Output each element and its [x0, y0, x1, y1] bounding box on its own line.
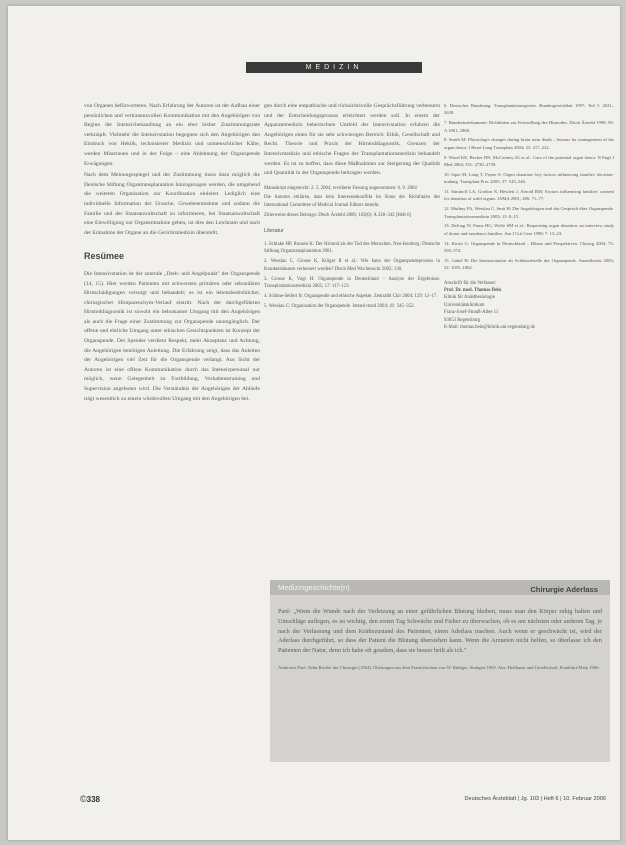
- address-name: Prof. Dr. med. Thomas Bein: [444, 288, 502, 294]
- journal-footer: Deutsches Ärzteblatt | Jg. 103 | Heft 6 | 10. Februar 2006: [464, 796, 606, 802]
- reference-item: 10. Sque M, Long T, Payne S: Organ donation: key factors influencing families' decision-making. Transplant Proc 2005; 37: 543–546.: [444, 171, 614, 185]
- journal-page: [8, 6, 620, 840]
- reference-item: 14. Kirste G: Organspende in Deutschland – Bilanz und Perspektiven. Chirurg 2004; 75: 569–574.: [444, 240, 614, 254]
- address-label: Anschrift für die Verfasser:: [444, 280, 497, 286]
- address-line: 93053 Regensburg: [444, 317, 481, 323]
- reference-item: 5. Wesslau C: Organisation der Organspende. Intensivmed 2004; 41: 345–352.: [264, 304, 415, 310]
- author-address: [444, 280, 614, 332]
- address-line: E-Mail: thomas.bein@klinik.uni-regensburg.de: [444, 325, 535, 331]
- address-line: Franz-Josef-Strauß-Allee 11: [444, 310, 499, 316]
- reference-item: 9. Wood KE, Becker BN, McCartney JG et al.: Care of the potential organ donor. N Engl J Med 2004; 351: 2730–2739.: [444, 154, 614, 168]
- paragraph: von Organen befürworteten. Nach Erfahrung der Autoren ist der Aufbau einer persönlichen und vertrauensvollen Kommunikation mit den Angehörigen von Beginn der Intensivbehandlung an ein eher bisher Zustimmungsrate verknüpft. Vielmehr die Intensivstation begegnen sich den Angehörigen den Eindruck von Hektik, technisierter Medizin und unmenschlicher Kälte, werden Misstrauen und in der Folge – eine Ablehnung der Organspende Erwägungen.: [84, 103, 260, 167]
- reference-item: 3. Grosse K, Vogt H: Organspende in Deutschland – Analyse der Ergebnisse. Transplantationsmedizin 2005; 17: 117–123.: [264, 276, 440, 290]
- literature-label: Literatur: [264, 228, 284, 235]
- paragraph: gen durch eine empathische und rücksichtsvolle Gesprächsführung verbessern und der Entscheidungsprozess erleichtert werden soll. In einem der Apparatemedizin beherrschten Umfeld der Intensivstation erfahren die Angehörigen einen für sie sehr schwierigen Bereich: Ethik, Gesellschaft und Recht. Theorie und Praxis der Hirntoddiagnostik, Grenzen der Intensivmedizin und ethische Fragen der Transplantationsmedizin behandelt werden. Es ist zu hoffen, dass diese Maßnahmen zur Steigerung der Qualität und Quantität in der Organspende beitragen werden.: [264, 103, 440, 177]
- box-quote: Paré: „Wenn die Wunde nach der Verletzung an einer gefährlichen Blutung bleiben, muss man den Körper ruhig halten und Umschläge auflegen, es ist wichtig, den ersten Tag Schwäche und Fieber zu überwachen, ob es am nächsten oder anderen Tag, je nach der Verfassung und dem Kräftezustand des Patienten, einen Aderlass machen. Auch wenn er geschwächt ist, wird der Aderlass durchgeführt, so dass der Patient die Blutung überstehen kann. Wenn die Arzneien nicht helfen, so überlasse ich den Patienten der Natur, denn ich habe oft gesehen, dass sie besser heilt als ich.": [278, 608, 602, 655]
- reference-item: 15. Gabel H: Die Intensivstation als Schlüsselstelle der Organspende. Anaesthesist 2003; 52: 1055–1062.: [444, 257, 614, 271]
- reference-item: 4. Schöne-Seifert B: Organspende und ethische Aspekte. Zentralbl Chir 2004; 129: 12–17.: [264, 294, 438, 300]
- text-column-2: [264, 102, 440, 313]
- conflict-note: Die Autoren erklären, dass kein Interessenkonflikt im Sinne der Richtlinien des International Committee of Medical Journal Editors besteht.: [264, 195, 440, 208]
- copyright-icon: ©: [80, 794, 87, 804]
- history-box: [270, 580, 610, 762]
- address-line: Universitätsklinikum: [444, 302, 485, 308]
- reference-item: 8. Smith M: Physiologic changes during brain stem death – lessons for management of the organ donor. J Heart Lung Transplant 2004; 23: 217–222.: [444, 137, 614, 150]
- manuscript-note: Manuskript eingereicht: 2. 5. 2004, revidierte Fassung angenommen: 6. 9. 2004: [264, 185, 417, 191]
- reference-item: 12. Muthny FA, Wesslau C, Smit H: Die Angehörigen und das Gespräch über Organspende. Transplantationsmedizin 2003; 15: 8–15.: [444, 206, 614, 219]
- text-column-1: [84, 102, 260, 406]
- text-column-3: [444, 102, 614, 331]
- paragraph: Nach dem Meinungsspiegel und der Zustimmung muss dazu möglich die Deutsche Stiftung Organtransplantation hinzugezogen werden, die umgehend die weiteren Organisation zur Koordination einleitet. Lediglich eine individuelle Information der Ursache, Gewebeentnahme und sodann die Familie und der Staatsanwaltschaft zu informieren, bei Staatsanwaltschaft eine Einwilligung zur Organentnahme geben, ist dies den Leichnam und nach der Entnahme der Organe an die Gerichtsmedizin überstellt.: [84, 172, 260, 236]
- reference-item: 2. Wesslau C, Grosse K, Krüger R et al.: Wie kann der Organspendeprozess in Krankenhäusern verbessert werden? Dtsch Med Wochenschr 2005; 130.: [264, 259, 440, 272]
- reference-list: [444, 102, 614, 272]
- citation-note: Zitierweise dieses Beitrags: Dtsch Ärztebl 2006; 103(6): A 338–342 [Heft 6]: [264, 212, 412, 218]
- reference-item: 1. Schlake HP, Roosen K: Der Hirntod als der Tod des Menschen. Neu-Isenburg: Deutsche Stiftung Organtransplantation 2001.: [264, 241, 440, 255]
- reference-list: [264, 241, 440, 311]
- box-subtitle: Chirurgie Aderlass: [530, 585, 598, 594]
- page-number: [80, 794, 100, 804]
- box-header-title: Medizingeschichte(n): [278, 583, 350, 592]
- resume-paragraph: Die Intensivstation ist der zentrale „Dreh- und Angelpunkt" der Organspende (14, 15). Hier werden Patienten mit schwersten primären oder sekundären Hirnschädigungen versorgt und behandelt; es ist ein lebensbedrohlicher, chirurgischer Hirnparenchym-Verlauf eintritt. Nach der durchgeführten Hirntoddiagnostik ist sowohl ein behutsamer Umgang mit den Angehörigen als auch die Frage einer Zustimmung zur Organspende unumgänglich. Der offene und ehrliche Umgang unter ethischen Gesichtspunkten ist Konzept der Organspende. Der Spender verdient Respekt, mehr Akzeptanz und Achtung, die Angehörigen benötigen Anleitung. Die Erfahrung zeigt, dass das Anleiten der Angehörigen viel Zeit für die Organspende verlangt. Aus Sicht der Autoren ist eine offene Kommunikation durch das Intensivpersonal nur möglich, wenn Gelegenheit zu Fortbildung, Verhaltenstraining und Supervision angeboten wird. Die Verständnis der Angehörigen der Abläufe trägt wesentlich zu einem würdevollen Umgang mit den Angehörigen bei.: [84, 270, 260, 402]
- resume-heading: Resümee: [84, 251, 125, 262]
- box-header: [270, 580, 610, 595]
- box-footnote: Ambroise Paré: Zehn Bücher der Chirurgie (1564). Übertragen aus dem Französischen von W. Rüdiger. Stuttgart 1965. Aus: Heilkunst und Gesellschaft, Frankfurt/Main 1966.: [278, 664, 600, 670]
- reference-item: 11. Siminoff LA, Gordon N, Hewlett J, Arnold RM: Factors influencing families' consent for donation of solid organs. JAMA 2001; 286: 71–77.: [444, 189, 614, 202]
- reference-item: 6. Deutscher Bundestag: Transplantationsgesetz. Bundesgesetzblatt 1997; Teil I: 2631–2639.: [444, 103, 614, 116]
- section-header-band: MEDIZIN: [246, 62, 422, 73]
- page-number-value: 338: [86, 795, 100, 804]
- reference-item: 7. Bundesärztekammer: Richtlinien zur Feststellung des Hirntodes. Dtsch Ärztebl 1998; 95: A 1861–1868.: [444, 120, 614, 133]
- reference-item: 13. DeJong W, Franz HG, Wolfe SM et al.: Requesting organ donation: an interview study of donor and nondonor families. Am J Crit Care 1998; 7: 13–23.: [444, 223, 614, 236]
- address-line: Klinik für Anästhesiologie: [444, 295, 495, 301]
